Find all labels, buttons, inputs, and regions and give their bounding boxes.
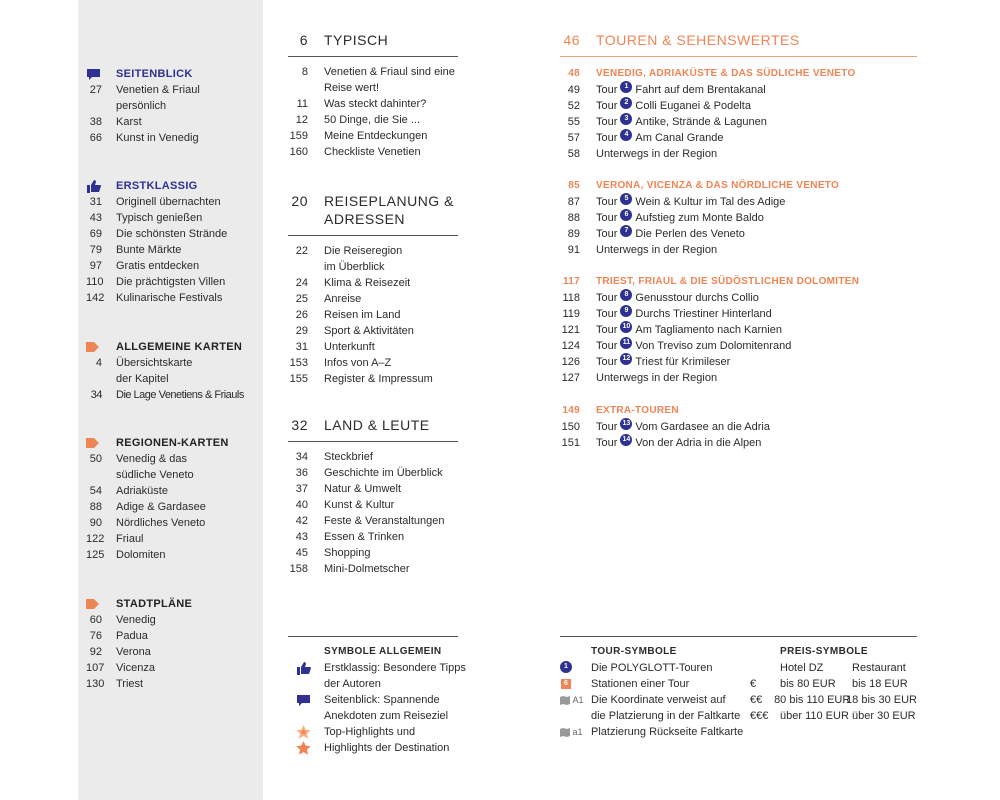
tour-label: Tour (596, 132, 618, 144)
page-number: 4 (95, 357, 102, 369)
page-number (86, 371, 102, 387)
section-title: TRIEST, FRIAUL & DIE SÜDÖSTLICHEN DOLOMITEN (596, 276, 860, 287)
entry-label[interactable]: Kunst in Venedig (116, 132, 199, 144)
entry-label[interactable]: Von der Adria in die Alpen (635, 437, 762, 449)
page-number: 158 (289, 563, 308, 575)
tour-section-triest (560, 274, 917, 386)
entry-label[interactable]: Wein & Kultur im Tal des Adige (635, 196, 786, 208)
chapter-heading[interactable] (560, 31, 917, 57)
map-marker-icon (86, 436, 102, 450)
entry-label[interactable]: Die Reiseregion (324, 245, 403, 257)
entry-label[interactable]: Register & Impressum (324, 373, 433, 385)
page-number: 90 (89, 517, 102, 529)
thumbs-up-icon (86, 179, 102, 193)
entry-label[interactable]: Sport & Aktivitäten (324, 325, 414, 337)
legend-title: TOUR-SYMBOLE (591, 646, 677, 657)
price-col-header: Restaurant (852, 662, 906, 674)
entry-label[interactable]: Adriaküste (116, 485, 168, 497)
speech-bubble-icon (86, 67, 102, 81)
tour-section-extra (560, 403, 917, 451)
tour-number-icon: 6 (620, 209, 632, 221)
section-title: VENEDIG, ADRIAKÜSTE & DAS SÜDLICHE VENETO (596, 68, 856, 79)
page-number: 122 (86, 533, 105, 545)
entry-label[interactable]: Bunte Märkte (116, 244, 182, 256)
page-number: 8 (301, 66, 308, 78)
tour-label: Tour (596, 356, 618, 368)
map-back-icon: a1 (560, 724, 591, 740)
top-highlight-star-icon (288, 724, 324, 740)
page-number: 22 (295, 245, 308, 257)
entry-label[interactable]: Reise wert! (324, 82, 380, 94)
section-title: STADTPLÄNE (116, 598, 193, 610)
price-hotel: bis 80 EUR (780, 678, 836, 690)
legend-text: Platzierung Rückseite Faltkarte (591, 726, 744, 738)
section-title: ERSTKLASSIG (116, 180, 198, 192)
entry-label[interactable]: Genusstour durchs Collio (635, 292, 759, 304)
page-number: 12 (295, 114, 308, 126)
entry-label[interactable]: der Kapitel (116, 373, 169, 385)
entry-label[interactable]: Venedig (116, 614, 156, 626)
entry-label[interactable]: persönlich (116, 100, 167, 112)
page-number: 79 (89, 244, 102, 256)
chapter-typisch (288, 31, 458, 160)
chapter-heading[interactable] (288, 192, 458, 236)
page-number: 52 (567, 100, 580, 112)
entry-label[interactable]: Colli Euganei & Podelta (635, 100, 751, 112)
page-number: 155 (289, 373, 308, 385)
entry-label[interactable]: Aufstieg zum Monte Baldo (635, 212, 764, 224)
entry-label[interactable]: Venetien & Friaul sind eine (324, 66, 455, 78)
page-number: 50 (89, 453, 102, 465)
page-number: 121 (561, 324, 580, 336)
entry-label[interactable]: südliche Veneto (116, 469, 194, 481)
legend-text: der Autoren (324, 678, 381, 690)
page-number: 160 (289, 146, 308, 158)
page-number: 31 (295, 341, 308, 353)
section-heading[interactable] (560, 178, 917, 194)
chapter-title: LAND & LEUTE (324, 417, 430, 433)
chapter-reiseplanung (288, 192, 458, 387)
page-number: 43 (89, 212, 102, 224)
page-number: 126 (561, 356, 580, 368)
page-number: 159 (289, 130, 308, 142)
price-symbol: €€€ (750, 710, 769, 722)
price-hotel: über 110 EUR (780, 710, 849, 722)
entry-label[interactable]: Nördliches Veneto (116, 517, 206, 529)
page-number: 38 (89, 116, 102, 128)
tour-label: Tour (596, 100, 618, 112)
map-marker-icon (86, 340, 102, 354)
entry-label[interactable]: Unterwegs in der Region (596, 148, 718, 160)
page-number: 27 (89, 84, 102, 96)
page-number: 107 (86, 662, 105, 674)
entry-label[interactable]: Vicenza (116, 662, 155, 674)
highlight-star-icon (288, 740, 324, 756)
page-number: 31 (89, 196, 102, 208)
section-allgemeine-karten (86, 339, 261, 403)
section-erstklassig (86, 178, 261, 306)
entry-label[interactable]: Triest für Krimileser (635, 356, 731, 368)
legend-preis-symbole (750, 644, 917, 740)
page-number (288, 80, 308, 96)
entry-label[interactable]: Venetien & Friaul (116, 84, 200, 96)
page-number: 85 (568, 180, 580, 191)
entry-label[interactable]: Unterwegs in der Region (596, 372, 718, 384)
tour-number-icon: 12 (620, 353, 632, 365)
entry-label[interactable]: Verona (116, 646, 151, 658)
entry-label[interactable]: Natur & Umwelt (324, 483, 402, 495)
entry-label[interactable]: Shopping (324, 547, 371, 559)
entry-label[interactable]: Gratis entdecken (116, 260, 200, 272)
entry-label[interactable]: Unterkunft (324, 341, 375, 353)
chapter-number: 32 (291, 417, 308, 433)
entry-label[interactable]: Originell übernachten (116, 196, 221, 208)
chapter-touren (560, 31, 917, 57)
section-title: EXTRA-TOUREN (596, 405, 679, 416)
entry-label[interactable]: Infos von A–Z (324, 357, 392, 369)
entry-label[interactable]: Karst (116, 116, 142, 128)
page-number: 29 (295, 325, 308, 337)
entry-label[interactable]: Friaul (116, 533, 144, 545)
page-number: 127 (561, 372, 580, 384)
entry-label[interactable]: Durchs Triestiner Hinterland (635, 308, 772, 320)
legend-tour-symbole (560, 644, 750, 740)
page-number: 49 (567, 84, 580, 96)
entry-label[interactable]: Geschichte im Überblick (324, 467, 443, 479)
page-number: 117 (562, 276, 580, 287)
page-number: 40 (295, 499, 308, 511)
section-title: ALLGEMEINE KARTEN (116, 341, 243, 353)
entry-label[interactable]: Essen & Trinken (324, 531, 405, 543)
entry-label[interactable]: Fahrt auf dem Brentakanal (635, 84, 766, 96)
chapter-title: TOUREN & SEHENSWERTES (596, 32, 800, 48)
page-number: 48 (568, 68, 580, 79)
tour-number-icon: 10 (620, 321, 632, 333)
entry-label[interactable]: Die prächtigsten Villen (116, 276, 226, 288)
entry-label[interactable]: Die schönsten Strände (116, 228, 228, 240)
page-number: 54 (89, 485, 102, 497)
entry-label[interactable]: Reisen im Land (324, 309, 401, 321)
chapter-number: 20 (291, 193, 308, 209)
entry-label[interactable]: Unterwegs in der Region (596, 244, 718, 256)
page-number: 55 (567, 116, 580, 128)
price-restaurant: über 30 EUR (852, 710, 916, 722)
tour-number-icon: 1 (560, 660, 591, 676)
tour-number-icon: 14 (620, 434, 632, 446)
tour-label: Tour (596, 228, 618, 240)
chapter-title: REISEPLANUNG & (324, 193, 454, 209)
entry-label[interactable]: im Überblick (324, 261, 385, 273)
page-number: 97 (89, 260, 102, 272)
tour-number-icon: 13 (620, 418, 632, 430)
legend-text: Seitenblick: Spannende (324, 694, 440, 706)
page-number: 58 (567, 148, 580, 160)
chapter-heading[interactable] (288, 31, 458, 57)
page-number: 125 (86, 549, 105, 561)
page-number: 37 (295, 483, 308, 495)
legend-text: die Platzierung in der Faltkarte (591, 710, 741, 722)
page-number: 57 (567, 132, 580, 144)
page-number (86, 98, 102, 114)
page-number: 91 (567, 244, 580, 256)
entry-label[interactable]: Von Treviso zum Dolomitenrand (635, 340, 792, 352)
page-number: 119 (562, 308, 580, 320)
map-marker-icon (86, 597, 102, 611)
tour-label: Tour (596, 308, 618, 320)
legend-text: Anekdoten zum Reiseziel (324, 710, 449, 722)
entry-label[interactable]: Mini-Dolmetscher (324, 563, 410, 575)
page-number: 76 (89, 630, 102, 642)
tour-number-icon: 4 (620, 129, 632, 141)
price-col-header: Hotel DZ (780, 662, 824, 674)
entry-label[interactable]: Die Lage Venetiens & Friauls (116, 389, 244, 401)
page-number: 66 (89, 132, 102, 144)
entry-label[interactable]: Meine Entdeckungen (324, 130, 428, 142)
legend-symbole-allgemein (288, 636, 466, 756)
entry-label[interactable]: Venedig & das (116, 453, 187, 465)
entry-label[interactable]: Klima & Reisezeit (324, 277, 411, 289)
page-number: 34 (295, 451, 308, 463)
page-number: 36 (295, 467, 308, 479)
page-number: 25 (295, 293, 308, 305)
entry-label[interactable]: Adige & Gardasee (116, 501, 206, 513)
tour-number-icon: 5 (620, 193, 632, 205)
page-number: 42 (295, 515, 308, 527)
tour-label: Tour (596, 212, 618, 224)
entry-label[interactable]: Übersichtskarte (116, 357, 193, 369)
section-title: VERONA, VICENZA & DAS NÖRDLICHE VENETO (596, 180, 840, 191)
page-number: 124 (561, 340, 580, 352)
price-symbol: €€ (750, 694, 763, 706)
entry-label[interactable]: Checkliste Venetien (324, 146, 421, 158)
entry-label[interactable]: Steckbrief (324, 451, 373, 463)
entry-label[interactable]: Kulinarische Festivals (116, 292, 223, 304)
entry-label[interactable]: Vom Gardasee an die Adria (635, 421, 770, 433)
section-stadtplaene (86, 596, 261, 692)
section-regionen-karten (86, 435, 261, 563)
entry-label[interactable]: Am Canal Grande (635, 132, 724, 144)
tour-label: Tour (596, 292, 618, 304)
page-number: 151 (561, 437, 580, 449)
page-number: 89 (567, 228, 580, 240)
chapter-number: 46 (563, 32, 580, 48)
page-number: 43 (295, 531, 308, 543)
chapter-title: TYPISCH (324, 32, 389, 48)
legend-text: Erstklassig: Besondere Tipps (324, 662, 466, 674)
section-heading[interactable] (560, 274, 917, 290)
page-number: 92 (89, 646, 102, 658)
entry-label[interactable]: Die Perlen des Veneto (635, 228, 745, 240)
entry-label[interactable]: Kunst & Kultur (324, 499, 395, 511)
page-number: 149 (562, 405, 580, 416)
speech-bubble-icon (288, 692, 324, 708)
tour-number-icon: 8 (620, 289, 632, 301)
tour-number-icon: 9 (620, 305, 632, 317)
price-symbol: € (750, 678, 757, 690)
price-restaurant: 18 bis 30 EUR (846, 694, 917, 706)
tour-label: Tour (596, 324, 618, 336)
entry-label[interactable]: Dolomiten (116, 549, 166, 561)
legend-tour-preis (560, 636, 917, 740)
legend-text: Die POLYGLOTT-Touren (591, 662, 713, 674)
tour-number-icon: 3 (620, 113, 632, 125)
entry-label[interactable]: Padua (116, 630, 148, 642)
page-number: 69 (89, 228, 102, 240)
tour-label: Tour (596, 196, 618, 208)
chapter-title-line2: ADRESSEN (324, 211, 406, 227)
page-number: 34 (90, 389, 102, 401)
page-number: 88 (567, 212, 580, 224)
page-number: 88 (89, 501, 102, 513)
entry-label[interactable]: Feste & Veranstaltungen (324, 515, 445, 527)
tour-label: Tour (596, 84, 618, 96)
section-title: SEITENBLICK (116, 68, 193, 80)
map-coordinate-icon: A1 (560, 692, 591, 708)
page-number: 24 (295, 277, 308, 289)
entry-label[interactable]: 50 Dinge, die Sie ... (324, 114, 421, 126)
tour-section-venedig (560, 66, 917, 162)
tour-number-icon: 11 (620, 337, 632, 349)
page-number: 60 (89, 614, 102, 626)
page-number: 26 (295, 309, 308, 321)
entry-label[interactable]: Anreise (324, 293, 362, 305)
price-restaurant: bis 18 EUR (852, 678, 908, 690)
page-number: 110 (86, 276, 104, 288)
chapter-number: 6 (299, 32, 308, 48)
page-number (86, 467, 102, 483)
page-number: 118 (562, 292, 580, 304)
entry-label[interactable]: Typisch genießen (116, 212, 203, 224)
page-number: 11 (296, 98, 308, 110)
page-number: 150 (561, 421, 580, 433)
chapter-land-leute (288, 416, 458, 577)
section-heading[interactable] (560, 403, 917, 419)
page-number: 45 (295, 547, 308, 559)
legend-title: SYMBOLE ALLGEMEIN (324, 646, 442, 657)
page-number: 130 (86, 678, 105, 690)
legend-text: Top-Highlights und (324, 726, 416, 738)
page-number: 153 (289, 357, 308, 369)
chapter-heading[interactable] (288, 416, 458, 442)
entry-label[interactable]: Antike, Strände & Lagunen (635, 116, 767, 128)
thumbs-up-icon (288, 660, 324, 676)
page-number: 142 (86, 292, 105, 304)
tour-station-icon: 6 (560, 676, 591, 692)
section-seitenblick (86, 66, 261, 146)
tour-label: Tour (596, 421, 618, 433)
tour-label: Tour (596, 116, 618, 128)
entry-label[interactable]: Triest (116, 678, 144, 690)
tour-number-icon: 2 (620, 97, 632, 109)
page-number (288, 259, 308, 275)
page-number: 87 (567, 196, 580, 208)
tour-label: Tour (596, 437, 618, 449)
entry-label[interactable]: Am Tagliamento nach Karnien (635, 324, 782, 336)
legend-text: Highlights der Destination (324, 742, 450, 754)
section-heading[interactable] (560, 66, 917, 82)
section-title: REGIONEN-KARTEN (116, 437, 229, 449)
tour-number-icon: 7 (620, 225, 632, 237)
tour-section-verona (560, 178, 917, 258)
entry-label[interactable]: Was steckt dahinter? (324, 98, 427, 110)
tour-label: Tour (596, 340, 618, 352)
legend-text: Stationen einer Tour (591, 678, 690, 690)
legend-text: Die Koordinate verweist auf (591, 694, 726, 706)
tour-number-icon: 1 (620, 81, 632, 93)
price-hotel: 80 bis 110 EUR (774, 694, 851, 706)
legend-title: PREIS-SYMBOLE (780, 646, 868, 657)
